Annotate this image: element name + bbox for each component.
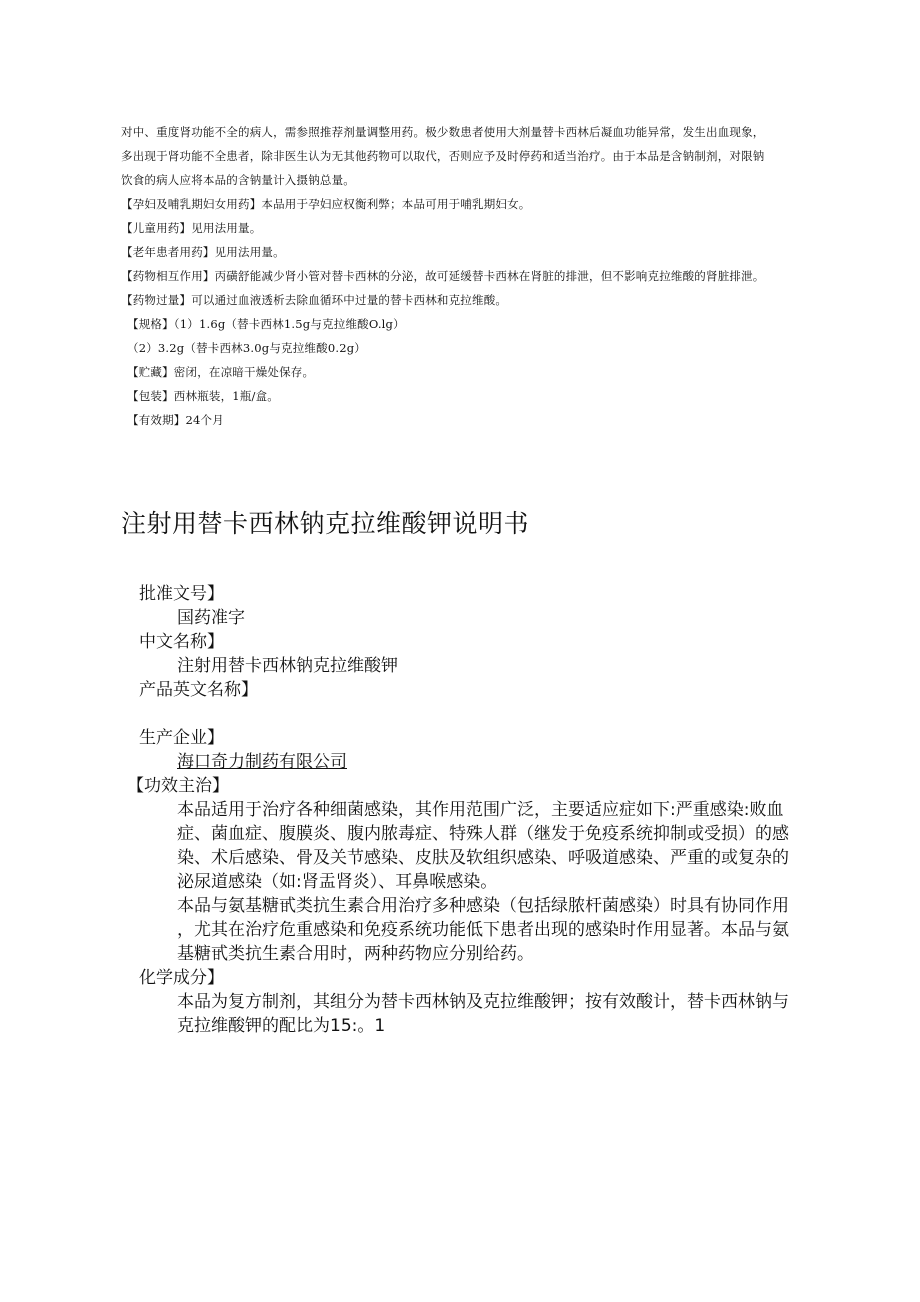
shelf-life-section: 【有效期】24个月	[127, 413, 224, 427]
composition-line: 克拉维酸钾的配比为15:。1	[177, 1016, 386, 1036]
indications-line: 泌尿道感染（如:肾盂肾炎）、耳鼻喉感染。	[177, 872, 498, 892]
packaging-section: 【包装】西林瓶装，1瓶/盒。	[127, 389, 279, 403]
manufacturer-label: 生产企业】	[139, 728, 224, 748]
storage-section: 【贮藏】密闭，在凉暗干燥处保存。	[127, 365, 315, 379]
chinese-name-value: 注射用替卡西林钠克拉维酸钾	[177, 656, 398, 676]
pregnancy-section: 【孕妇及哺乳期妇女用药】本品用于孕妇应权衡利弊；本品可用于哺乳期妇女。	[121, 197, 531, 211]
indications-line: 染、术后感染、骨及关节感染、皮肤及软组织感染、呼吸道感染、严重的或复杂的	[177, 848, 789, 868]
pediatric-section: 【儿童用药】见用法用量。	[121, 221, 262, 235]
document-title: 注射用替卡西林钠克拉维酸钾说明书	[121, 509, 530, 538]
manufacturer-value: 海口奇力制药有限公司	[177, 752, 347, 772]
chinese-name-label: 中文名称】	[139, 632, 224, 652]
indications-line: 本品与氨基糖甙类抗生素合用治疗多种感染（包括绿脓杆菌感染）时具有协同作用	[177, 896, 789, 916]
composition-line: 本品为复方制剂，其组分为替卡西林钠及克拉维酸钾；按有效酸计，替卡西林钠与	[177, 992, 789, 1012]
interactions-section: 【药物相互作用】丙磺舒能减少肾小管对替卡西林的分泌，故可延缓替卡西林在肾脏的排泄，但不影响克拉维酸的肾脏排泄。	[121, 269, 765, 283]
approval-label: 批准文号】	[139, 584, 224, 604]
elderly-section: 【老年患者用药】见用法用量。	[121, 245, 285, 259]
composition-label: 化学成分】	[139, 968, 224, 988]
spec-line-2: （2）3.2g（替卡西林3.0g与克拉维酸0.2g）	[127, 341, 366, 355]
indications-line: 症、菌血症、腹膜炎、腹内脓毒症、特殊人群（继发于免疫系统抑制或受损）的感	[177, 824, 789, 844]
indications-line: ，尤其在治疗危重感染和免疫系统功能低下患者出现的感染时作用显著。本品与氨	[177, 920, 789, 940]
indications-label: 【功效主治】	[127, 776, 229, 796]
english-name-label: 产品英文名称】	[139, 680, 258, 700]
text-line: 饮食的病人应将本品的含钠量计入摄钠总量。	[121, 173, 355, 187]
overdose-section: 【药物过量】可以通过血液透析去除血循环中过量的替卡西林和克拉维酸。	[121, 293, 508, 307]
indications-line: 基糖甙类抗生素合用时，两种药物应分别给药。	[177, 944, 534, 964]
text-line: 多出现于肾功能不全患者，除非医生认为无其他药物可以取代，否则应予及时停药和适当治疗。由于本品是含钠制剂，对限钠	[121, 149, 765, 163]
approval-value: 国药准字	[177, 608, 245, 628]
indications-line: 本品适用于治疗各种细菌感染，其作用范围广泛，主要适应症如下:严重感染:败血	[177, 800, 784, 820]
text-line: 对中、重度肾功能不全的病人，需参照推荐剂量调整用药。极少数患者使用大剂量替卡西林后凝血功能异常，发生出血现象，	[121, 125, 765, 139]
spec-line-1: 【规格】（1）1.6g（替卡西林1.5g与克拉维酸O.lg）	[127, 317, 405, 331]
